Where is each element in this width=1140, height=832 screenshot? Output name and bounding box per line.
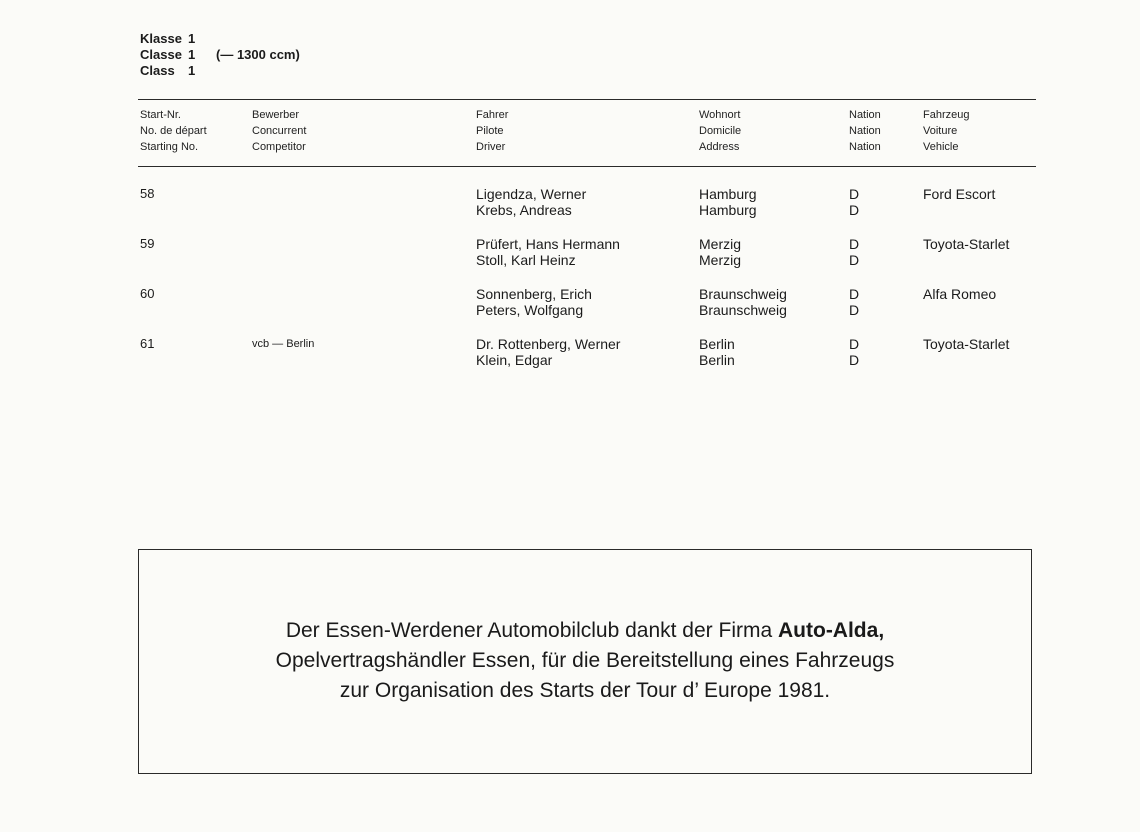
nations [849, 336, 859, 368]
header-label: Start-Nr. [140, 109, 181, 121]
class-line-de [140, 31, 300, 47]
driver-name: Krebs, Andreas [476, 202, 572, 218]
header-label: Nation [849, 109, 881, 121]
thanks-line-1-text: Der Essen-Werdener Automobilclub dankt der Firma [285, 619, 778, 642]
driver-name: Prüfert, Hans Hermann [476, 236, 620, 252]
vehicle: Toyota-Starlet [923, 336, 1010, 352]
header-label: Nation [849, 125, 881, 137]
entry-row [0, 186, 1140, 226]
header-label: Domicile [699, 125, 742, 137]
class-label: Classe [140, 47, 182, 62]
divider-top [138, 99, 1036, 100]
header-label: Bewerber [252, 109, 300, 121]
header-competitor [252, 107, 306, 155]
drivers [476, 236, 620, 268]
start-number: 59 [140, 236, 155, 251]
header-vehicle [923, 107, 969, 155]
driver-nation: D [849, 302, 860, 318]
driver-nation: D [849, 186, 860, 202]
class-number: 1 [188, 31, 196, 46]
drivers [476, 186, 586, 218]
header-label: Fahrzeug [923, 109, 970, 121]
header-driver [476, 107, 508, 155]
header-label: Driver [476, 141, 506, 153]
nations [849, 286, 859, 318]
addresses [699, 336, 735, 368]
driver-name: Stoll, Karl Heinz [476, 252, 576, 268]
header-label: Address [699, 141, 740, 153]
class-header [140, 31, 300, 79]
sponsor-thanks-box [138, 549, 1032, 774]
nations [849, 236, 859, 268]
header-label: Pilote [476, 125, 504, 137]
driver-name: Klein, Edgar [476, 352, 553, 368]
addresses [699, 236, 741, 268]
header-label: Wohnort [699, 109, 741, 121]
sponsor-name: Auto-Alda, [778, 619, 885, 642]
driver-address: Merzig [699, 252, 742, 268]
class-number: 1 [188, 47, 196, 62]
vehicle: Ford Escort [923, 186, 996, 202]
header-start-number [140, 107, 207, 155]
vehicle: Alfa Romeo [923, 286, 997, 302]
driver-name: Sonnenberg, Erich [476, 286, 592, 302]
driver-address: Hamburg [699, 186, 757, 202]
class-line-fr [140, 47, 300, 63]
addresses [699, 286, 787, 318]
start-number: 58 [140, 186, 155, 201]
header-nation [849, 107, 881, 155]
driver-nation: D [849, 336, 860, 352]
driver-address: Berlin [699, 336, 735, 352]
entry-row [0, 336, 1140, 376]
entry-row [0, 286, 1140, 326]
header-label: No. de départ [140, 125, 207, 137]
header-label: Starting No. [140, 141, 199, 153]
drivers [476, 336, 620, 368]
start-number: 61 [140, 336, 155, 351]
driver-nation: D [849, 286, 860, 302]
driver-address: Merzig [699, 236, 742, 252]
class-line-en [140, 63, 300, 79]
driver-name: Ligendza, Werner [476, 186, 587, 202]
nations [849, 186, 859, 218]
vehicle: Toyota-Starlet [923, 236, 1010, 252]
header-label: Nation [849, 141, 881, 153]
driver-name: Dr. Rottenberg, Werner [476, 336, 621, 352]
divider-header [138, 166, 1036, 167]
header-label: Vehicle [923, 141, 959, 153]
entry-row [0, 236, 1140, 276]
driver-nation: D [849, 252, 860, 268]
class-number: 1 [188, 63, 196, 78]
driver-name: Peters, Wolfgang [476, 302, 584, 318]
header-address [699, 107, 741, 155]
driver-address: Berlin [699, 352, 735, 368]
driver-address: Hamburg [699, 202, 757, 218]
thanks-line-1 [139, 616, 1031, 646]
thanks-line-2: Opelvertragshändler Essen, für die Bereitstellung eines Fahrzeugs [275, 649, 895, 672]
start-number: 60 [140, 286, 155, 301]
addresses [699, 186, 757, 218]
header-label: Competitor [252, 141, 306, 153]
thanks-line-3: zur Organisation des Starts der Tour d’ Europe 1981. [339, 679, 831, 702]
driver-address: Braunschweig [699, 286, 787, 302]
driver-nation: D [849, 202, 860, 218]
competitor: vcb — Berlin [252, 338, 315, 350]
class-label: Klasse [140, 31, 182, 46]
header-label: Fahrer [476, 109, 509, 121]
drivers [476, 286, 592, 318]
sponsor-thanks-text [139, 616, 1031, 706]
driver-nation: D [849, 352, 860, 368]
class-label: Class [140, 63, 175, 78]
class-displacement-range: (— 1300 ccm) [216, 47, 300, 62]
header-label: Concurrent [252, 125, 307, 137]
driver-address: Braunschweig [699, 302, 787, 318]
header-label: Voiture [923, 125, 958, 137]
driver-nation: D [849, 236, 860, 252]
